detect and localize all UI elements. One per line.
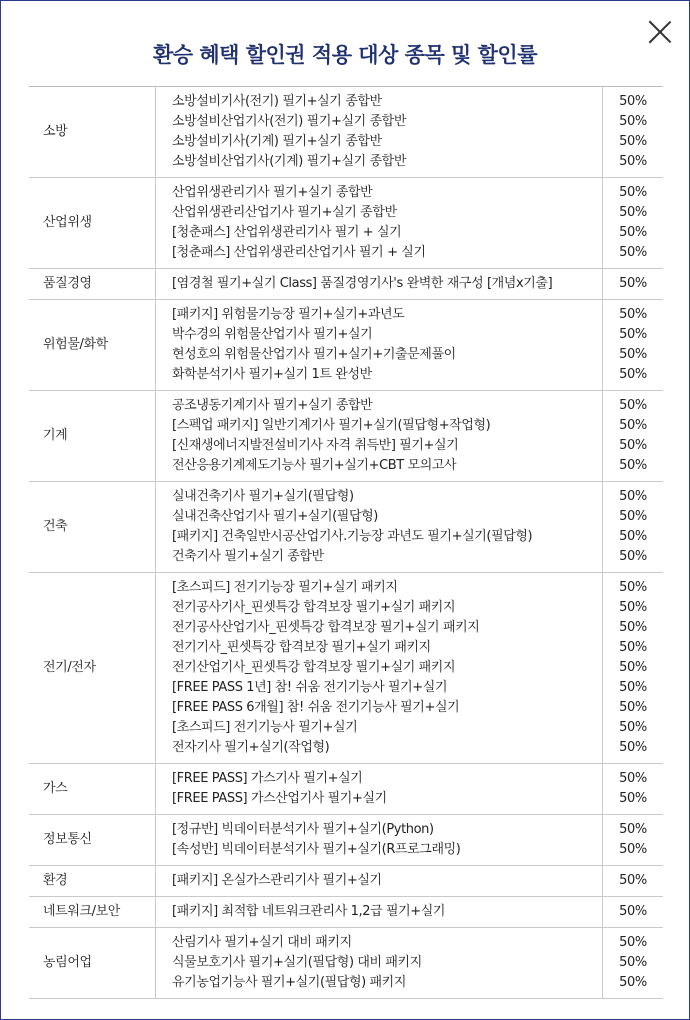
- discount-rate: 50%: [619, 975, 647, 990]
- discount-rate: 50%: [619, 205, 647, 220]
- course-list-cell: [156, 300, 603, 391]
- discount-rate: 50%: [619, 529, 647, 544]
- table-row: [29, 764, 663, 815]
- discount-rate: 50%: [619, 640, 647, 655]
- course-name: 식물보호기사 필기+실기(필답형) 대비 패키지: [172, 955, 422, 970]
- course-name: [패키지] 건축일반시공산업기사.기능장 과년도 필기+실기(필답형): [172, 529, 533, 544]
- course-name: [패키지] 온실가스관리기사 필기+실기: [172, 873, 382, 888]
- category-cell: 소방: [29, 87, 156, 178]
- discount-table: [29, 86, 663, 999]
- discount-rate: 50%: [619, 489, 647, 504]
- course-name: 실내건축산업기사 필기+실기(필답형): [172, 509, 378, 524]
- discount-rate: 50%: [619, 418, 647, 433]
- course-name: 건축기사 필기+실기 종합반: [172, 549, 324, 564]
- course-name: 소방설비기사(전기) 필기+실기 종합반: [172, 94, 382, 109]
- discount-rate: 50%: [619, 771, 647, 786]
- discount-rate-cell: [603, 269, 664, 300]
- discount-rate: 50%: [619, 680, 647, 695]
- table-row: [29, 87, 663, 178]
- course-name: 산업위생관리산업기사 필기+실기 종합반: [172, 205, 397, 220]
- discount-rate: 50%: [619, 347, 647, 362]
- modal-title: 환승 혜택 할인권 적용 대상 종목 및 할인률: [152, 43, 538, 67]
- course-name: 산업위생관리기사 필기+실기 종합반: [172, 185, 373, 200]
- course-list-cell: [156, 764, 603, 815]
- discount-rate: 50%: [619, 225, 647, 240]
- category-cell: 건축: [29, 482, 156, 573]
- discount-rate-cell: [603, 764, 664, 815]
- course-name: [FREE PASS 6개월] 참! 쉬움 전기기능사 필기+실기: [172, 700, 460, 715]
- course-name: [청춘패스] 산업위생관리산업기사 필기 + 실기: [172, 245, 426, 260]
- course-name: [염경철 필기+실기 Class] 품질경영기사's 완벽한 재구성 [개념x기출]: [172, 276, 553, 291]
- course-name: 소방설비산업기사(전기) 필기+실기 종합반: [172, 114, 406, 129]
- discount-rate: 50%: [619, 904, 647, 919]
- table-row: [29, 815, 663, 866]
- course-name: 소방설비기사(기계) 필기+실기 종합반: [172, 134, 382, 149]
- table-row: [29, 269, 663, 300]
- course-name: [패키지] 최적합 네트워크관리사 1,2급 필기+실기: [172, 904, 446, 919]
- course-name: [신재생에너지발전설비기사 자격 취득반] 필기+실기: [172, 438, 459, 453]
- course-name: [FREE PASS 1년] 참! 쉬움 전기기능사 필기+실기: [172, 680, 448, 695]
- discount-rate: 50%: [619, 367, 647, 382]
- category-cell: 위험물/화학: [29, 300, 156, 391]
- course-name: 산림기사 필기+실기 대비 패키지: [172, 935, 352, 950]
- discount-rate: 50%: [619, 276, 647, 291]
- discount-rate-cell: [603, 573, 664, 764]
- discount-rate-cell: [603, 897, 664, 928]
- category-cell: 농림어업: [29, 928, 156, 999]
- course-name: [FREE PASS] 가스기사 필기+실기: [172, 771, 363, 786]
- discount-rate: 50%: [619, 114, 647, 129]
- discount-rate-cell: [603, 815, 664, 866]
- discount-rate: 50%: [619, 873, 647, 888]
- course-name: 전자기사 필기+실기(작업형): [172, 740, 330, 755]
- category-cell: 기계: [29, 391, 156, 482]
- category-cell: 환경: [29, 866, 156, 897]
- discount-rate: 50%: [619, 438, 647, 453]
- discount-rate: 50%: [619, 549, 647, 564]
- discount-rate: 50%: [619, 600, 647, 615]
- discount-rate: 50%: [619, 307, 647, 322]
- course-list-cell: [156, 897, 603, 928]
- discount-rate-cell: [603, 300, 664, 391]
- discount-rate: 50%: [619, 740, 647, 755]
- discount-rate: 50%: [619, 94, 647, 109]
- category-cell: 정보통신: [29, 815, 156, 866]
- category-cell: 가스: [29, 764, 156, 815]
- discount-rate: 50%: [619, 580, 647, 595]
- course-name: 실내건축기사 필기+실기(필답형): [172, 489, 354, 504]
- table-row: [29, 300, 663, 391]
- discount-rate: 50%: [619, 185, 647, 200]
- course-name: [초스피드] 전기기능장 필기+실기 패키지: [172, 580, 398, 595]
- discount-rate: 50%: [619, 720, 647, 735]
- discount-rate: 50%: [619, 134, 647, 149]
- table-row: [29, 928, 663, 999]
- course-name: 공조냉동기계기사 필기+실기 종합반: [172, 398, 373, 413]
- discount-rate-cell: [603, 928, 664, 999]
- course-name: 전산응용기계제도기능사 필기+실기+CBT 모의고사: [172, 458, 457, 473]
- discount-rate: 50%: [619, 458, 647, 473]
- course-name: [스펙업 패키지] 일반기계기사 필기+실기(필답형+작업형): [172, 418, 491, 433]
- discount-rate: 50%: [619, 398, 647, 413]
- discount-rate-cell: [603, 178, 664, 269]
- course-name: 소방설비산업기사(기계) 필기+실기 종합반: [172, 154, 406, 169]
- course-name: 유기농업기능사 필기+실기(필답형) 패키지: [172, 975, 406, 990]
- table-row: [29, 573, 663, 764]
- course-name: 전기공사기사_핀셋특강 합격보장 필기+실기 패키지: [172, 600, 456, 615]
- table-row: [29, 482, 663, 573]
- course-list-cell: [156, 87, 603, 178]
- course-name: 박수경의 위험물산업기사 필기+실기: [172, 327, 373, 342]
- course-list-cell: [156, 482, 603, 573]
- table-row: [29, 866, 663, 897]
- discount-rate: 50%: [619, 955, 647, 970]
- table-row: [29, 391, 663, 482]
- discount-rate-cell: [603, 482, 664, 573]
- discount-rate: 50%: [619, 791, 647, 806]
- discount-rate: 50%: [619, 509, 647, 524]
- course-name: [정규반] 빅데이터분석기사 필기+실기(Python): [172, 822, 434, 837]
- discount-rate: 50%: [619, 660, 647, 675]
- discount-rate: 50%: [619, 154, 647, 169]
- course-name: 전기공사산업기사_핀셋특강 합격보장 필기+실기 패키지: [172, 620, 480, 635]
- table-row: [29, 178, 663, 269]
- discount-rate-cell: [603, 87, 664, 178]
- course-name: [속성반] 빅데이터분석기사 필기+실기(R프로그래밍): [172, 842, 461, 857]
- category-cell: 산업위생: [29, 178, 156, 269]
- course-name: 현성호의 위험물산업기사 필기+실기+기출문제풀이: [172, 347, 456, 362]
- course-list-cell: [156, 928, 603, 999]
- course-name: [FREE PASS] 가스산업기사 필기+실기: [172, 791, 387, 806]
- discount-rate: 50%: [619, 842, 647, 857]
- discount-rate: 50%: [619, 245, 647, 260]
- course-list-cell: [156, 269, 603, 300]
- category-cell: 전기/전자: [29, 573, 156, 764]
- discount-rate-cell: [603, 866, 664, 897]
- course-list-cell: [156, 573, 603, 764]
- course-name: [청춘패스] 산업위생관리기사 필기 + 실기: [172, 225, 402, 240]
- course-list-cell: [156, 178, 603, 269]
- discount-rate-cell: [603, 391, 664, 482]
- course-name: 전기산업기사_핀셋특강 합격보장 필기+실기 패키지: [172, 660, 456, 675]
- table-row: [29, 897, 663, 928]
- course-name: 화학분석기사 필기+실기 1트 완성반: [172, 367, 372, 382]
- course-list-cell: [156, 391, 603, 482]
- discount-rate: 50%: [619, 700, 647, 715]
- category-cell: 품질경영: [29, 269, 156, 300]
- course-name: [초스피드] 전기기능사 필기+실기: [172, 720, 358, 735]
- discount-rate: 50%: [619, 822, 647, 837]
- discount-rate: 50%: [619, 935, 647, 950]
- course-name: [패키지] 위험물기능장 필기+실기+과년도: [172, 307, 405, 322]
- course-list-cell: [156, 866, 603, 897]
- course-list-cell: [156, 815, 603, 866]
- discount-rate: 50%: [619, 327, 647, 342]
- category-cell: 네트워크/보안: [29, 897, 156, 928]
- discount-rate: 50%: [619, 620, 647, 635]
- course-name: 전기기사_핀셋특강 합격보장 필기+실기 패키지: [172, 640, 431, 655]
